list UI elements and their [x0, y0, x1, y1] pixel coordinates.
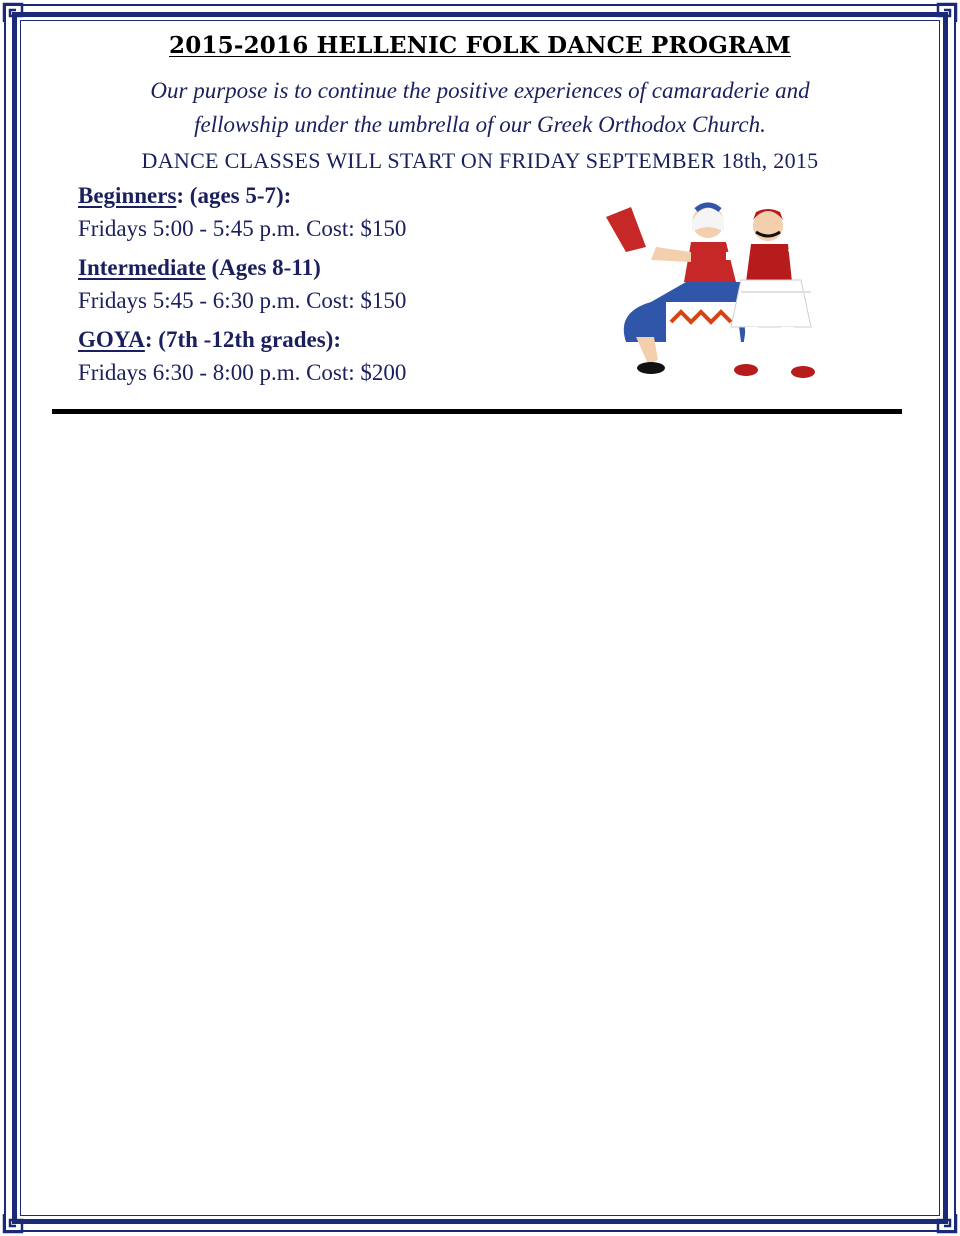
class-schedule: Fridays 5:00 - 5:45 p.m. Cost: $150 — [78, 216, 407, 241]
purpose-statement — [0, 74, 960, 142]
class-heading-goya — [78, 324, 578, 356]
greek-key-corner-icon — [936, 2, 958, 24]
greek-key-corner-icon — [2, 1212, 24, 1234]
class-name: GOYA — [78, 327, 145, 352]
class-heading-beginners — [78, 180, 578, 212]
greek-key-corner-icon — [936, 1212, 958, 1234]
class-detail: : (7th -12th grades): — [144, 327, 341, 352]
class-name: Intermediate — [78, 255, 206, 280]
class-heading-intermediate — [78, 252, 578, 284]
purpose-line: Our purpose is to continue the positive experiences of camaraderie and — [150, 78, 810, 103]
class-detail: (Ages 8-11) — [205, 255, 321, 280]
class-schedule: Fridays 6:30 - 8:00 p.m. Cost: $200 — [78, 360, 407, 385]
horizontal-divider — [52, 409, 902, 414]
class-list — [78, 180, 578, 396]
class-name: Beginners — [78, 183, 177, 208]
start-notice: DANCE CLASSES WILL START ON FRIDAY SEPTEMBER 18th, 2015 — [141, 148, 819, 173]
page-title: 2015-2016 HELLENIC FOLK DANCE PROGRAM — [169, 32, 791, 59]
greek-key-corner-icon — [2, 2, 24, 24]
class-detail: : (ages 5-7): — [176, 183, 292, 208]
purpose-line: fellowship under the umbrella of our Greek Orthodox Church. — [194, 112, 766, 137]
greek-folk-dancers-illustration — [596, 192, 856, 392]
class-schedule: Fridays 5:45 - 6:30 p.m. Cost: $150 — [78, 288, 407, 313]
